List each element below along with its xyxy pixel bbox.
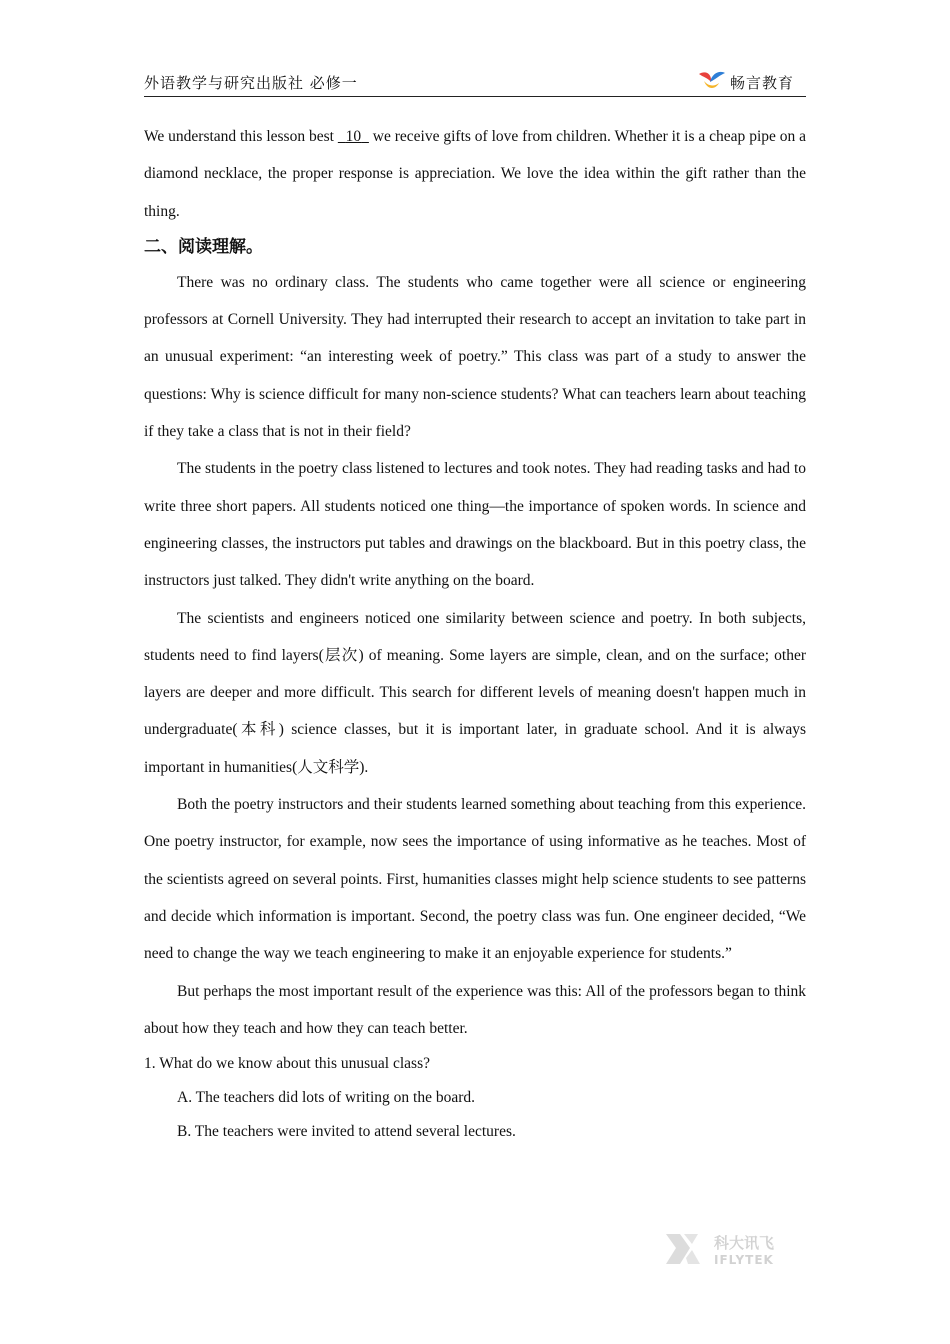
cloze-tail: We understand this lesson best 10 we receive gifts of love from children. Whether it is a cheap pipe on a diamond necklace, the proper response is appreciation. We love the idea within the gift rather than the thing. [144, 128, 807, 220]
watermark-en: IFLYTEK [714, 1253, 774, 1267]
question-stem: 1. What do we know about this unusual class? [144, 1055, 430, 1073]
brand-bird-icon [696, 68, 726, 92]
question-option-b: B. The teachers were invited to attend several lectures. [177, 1123, 516, 1141]
passage-paragraph: The scientists and engineers noticed one similarity between science and poetry. In both subjects, students need to find layers(层次) of meaning. Some layers are simple, clean, and on the surface; other layers are deeper and more difficult. This search for different levels of meaning doesn't happen much in undergraduate(本科) science classes, but it is important later, in graduate school. And it is always important in humanities(人文科学). [144, 609, 806, 776]
passage-paragraph: Both the poetry instructors and their students learned something about teaching from this experience. One poetry instructor, for example, now sees the importance of using informative as he teaches. Most of the scientists agreed on several points. First, humanities classes might help science students to see patterns and decide which information is important. Second, the poetry class was fun. One engineer decided, “We need to change the way we teach engineering to make it an enjoyable experience for students.” [144, 796, 806, 963]
iflytek-logo-icon [662, 1228, 790, 1270]
page-header [144, 66, 806, 97]
header-publisher: 外语教学与研究出版社 必修一 [144, 74, 358, 92]
section-title: 二、阅读理解。 [144, 236, 263, 257]
watermark-cn: 科大讯飞 [714, 1234, 775, 1252]
iflytek-watermark [662, 1228, 790, 1270]
cloze-blank-10: 10 [345, 128, 362, 145]
passage-paragraph: The students in the poetry class listened to lectures and took notes. They had reading tasks and had to write three short papers. All students noticed one thing—the importance of spoken words. In science and engineering classes, the instructors put tables and drawings on the blackboard. But in this poetry class, the instructors just talked. They didn't write anything on the board. [144, 460, 806, 590]
passage-paragraph: There was no ordinary class. The students who came together were all science or engineering professors at Cornell University. They had interrupted their research to accept an invitation to take part in an unusual experiment: “an interesting week of poetry.” This class was part of a study to answer the questions: Why is science difficult for many non-science students? What can teachers learn about teaching if they take a class that is not in their field? [144, 273, 806, 441]
document-body [144, 118, 806, 1149]
question-option-a: A. The teachers did lots of writing on the board. [177, 1089, 476, 1107]
passage-paragraph: But perhaps the most important result of the experience was this: All of the professors began to think about how they teach and how they can teach better. [144, 982, 806, 1037]
header-brand: 畅言教育 [730, 74, 795, 92]
